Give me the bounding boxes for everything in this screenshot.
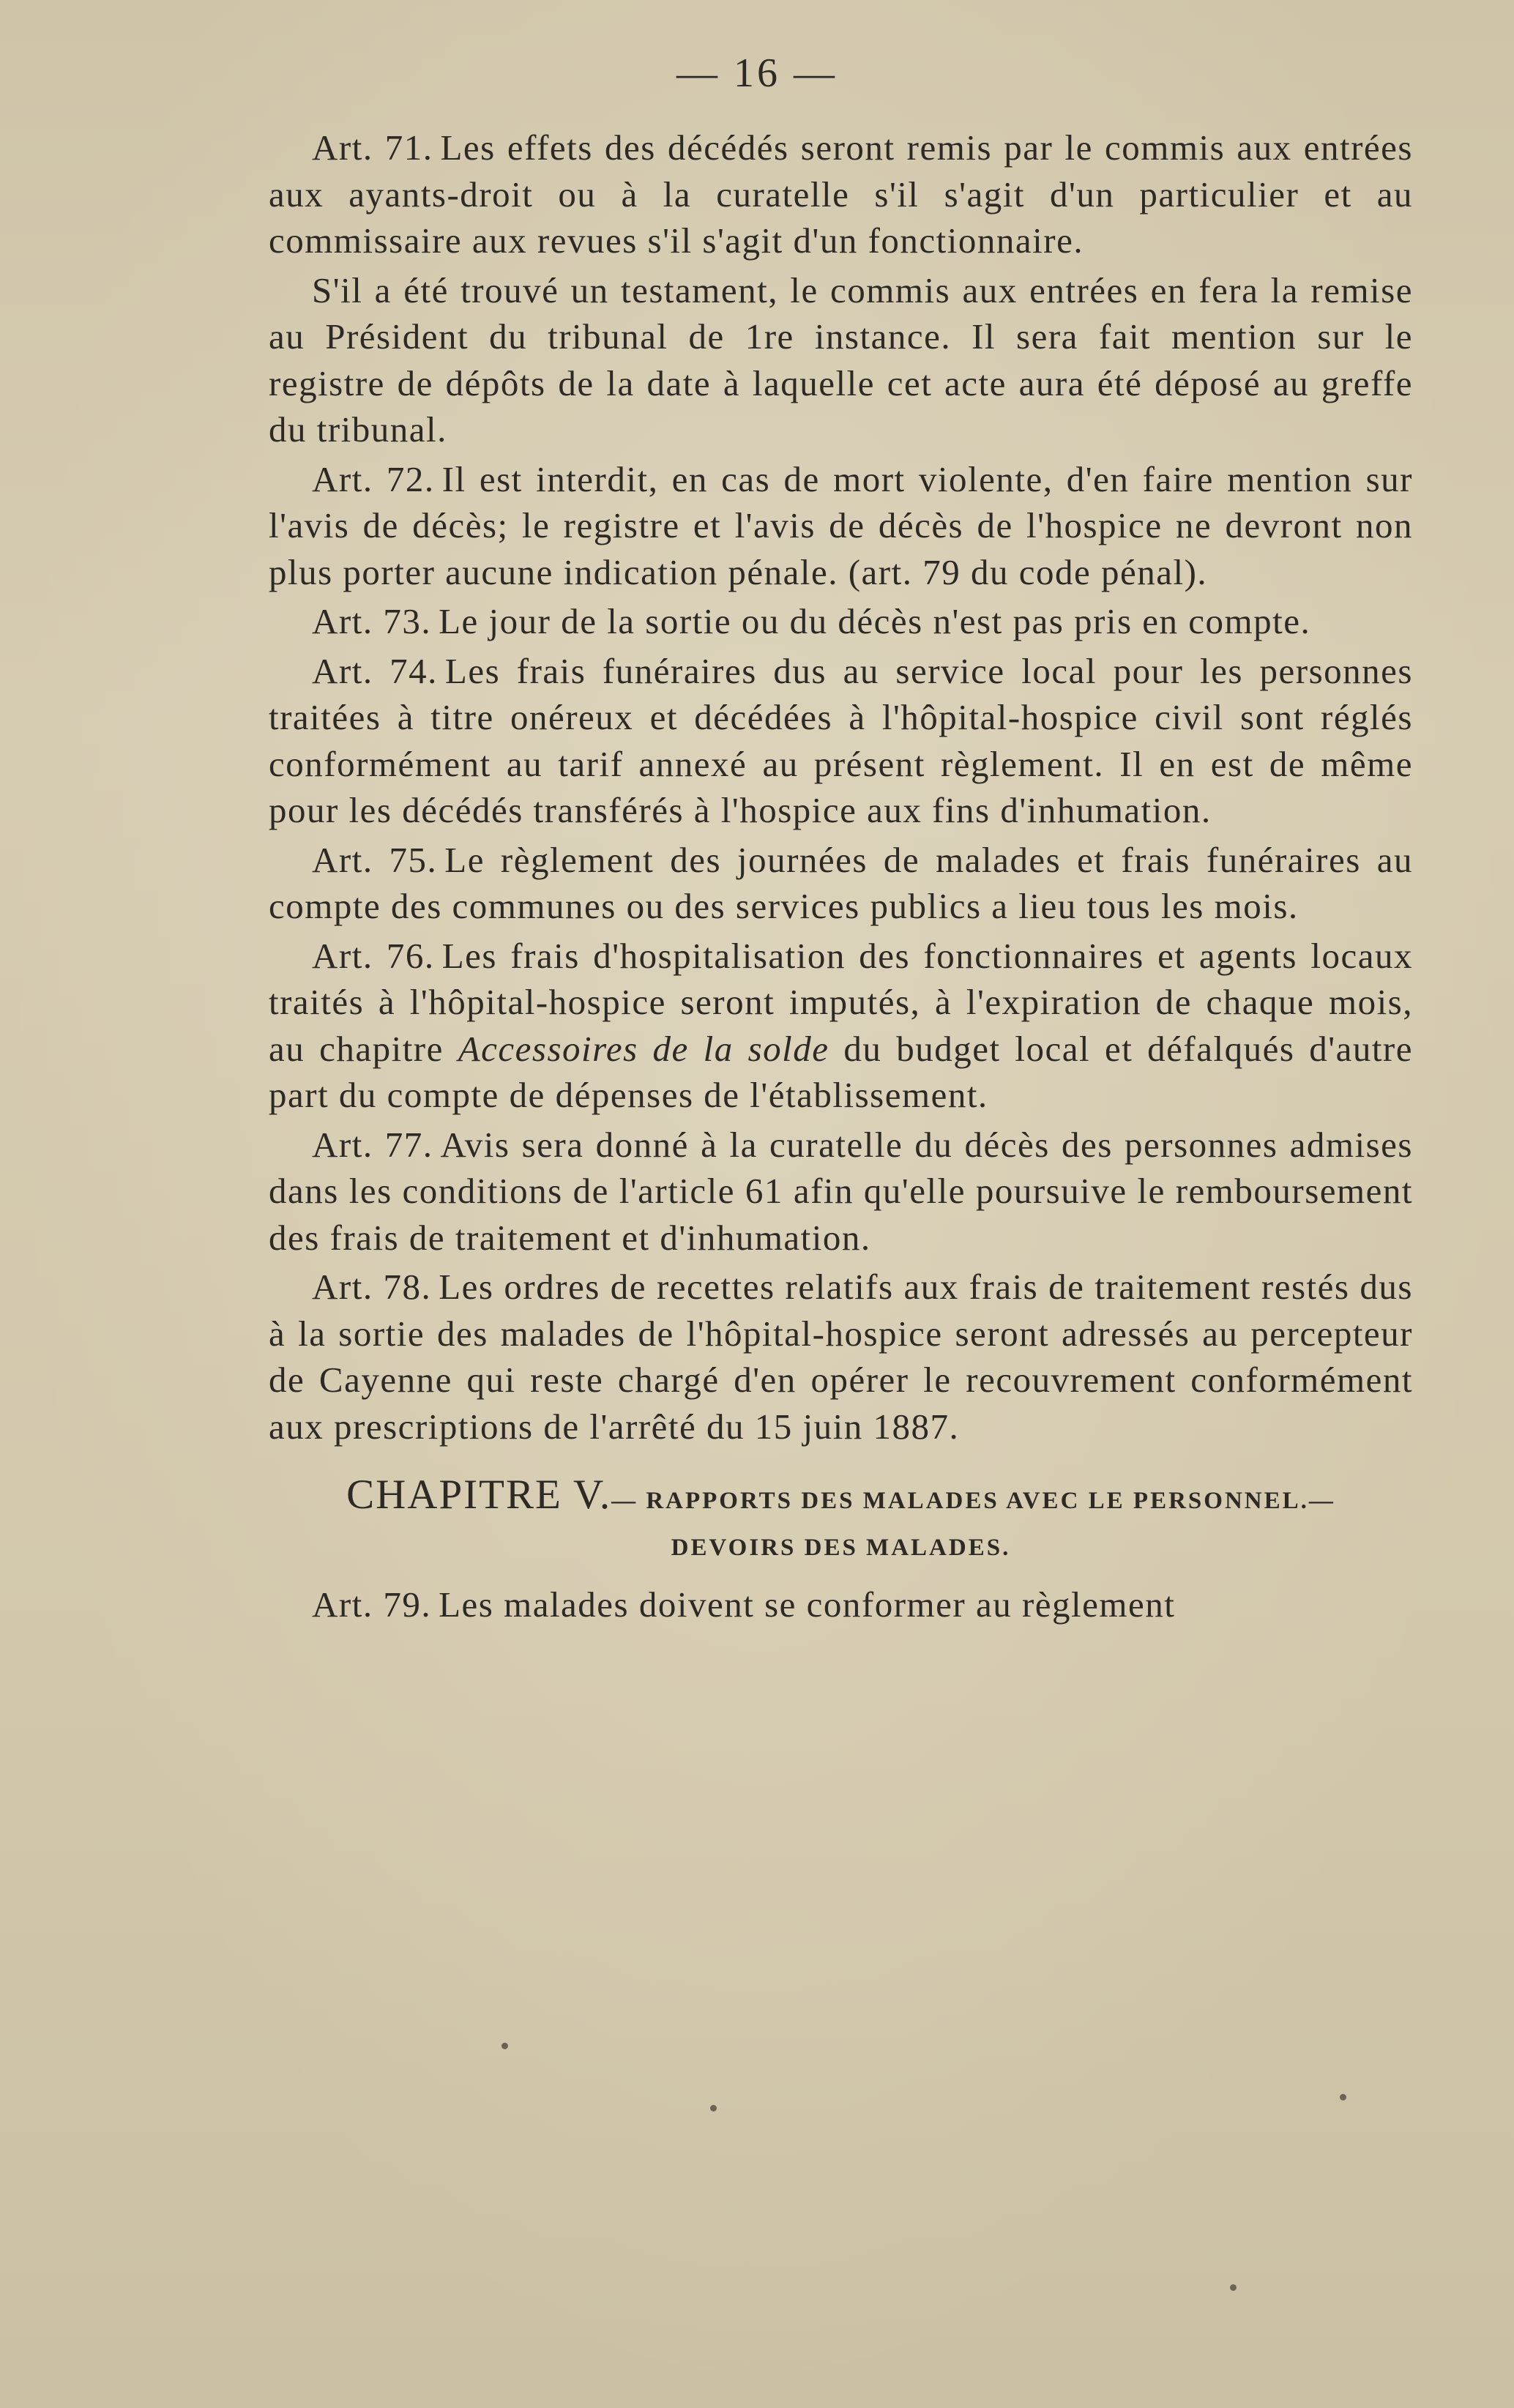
article-79: [269, 1581, 1413, 1628]
article-number: Art. 71.: [312, 127, 433, 168]
article-77: [269, 1122, 1413, 1261]
article-number: Art. 79.: [312, 1584, 432, 1625]
article-72: [269, 456, 1413, 596]
article-number: Art. 75.: [312, 839, 438, 880]
paper-speck: [1230, 2284, 1237, 2291]
article-number: Art. 73.: [312, 601, 432, 641]
article-text: Les malades doivent se conformer au règlement: [439, 1584, 1176, 1625]
article-76: [269, 933, 1413, 1119]
article-number: Art. 76.: [312, 935, 435, 976]
article-text: Avis sera donné à la curatelle du décès des personnes admises dans les conditions de l'article 61 afin qu'elle poursuive le remboursement des frais de traitement et d'inhumation.: [269, 1124, 1413, 1258]
chapter-title: CHAPITRE V.: [346, 1472, 612, 1518]
paper-speck: [1340, 2094, 1346, 2101]
article-78: [269, 1264, 1413, 1450]
article-text: Le jour de la sortie ou du décès n'est pas pris en compte.: [439, 601, 1311, 641]
article-text: Le règlement des journées de malades et frais funéraires au compte des communes ou des services publics a lieu tous les mois.: [269, 839, 1413, 926]
article-71-paragraph-2: [269, 267, 1413, 453]
chapter-heading: [269, 1472, 1413, 1571]
article-number: Art. 72.: [312, 458, 435, 499]
article-73: [269, 598, 1413, 645]
article-text-italic: Accessoires de la solde: [458, 1028, 829, 1069]
article-75: [269, 837, 1413, 930]
article-text: Les frais funéraires dus au service local pour les personnes traitées à titre onéreux et décédées à l'hôpital-hospice civil sont réglés conformément au tarif annexé au présent règlement. Il en est de même pour les décédés transférés à l'hospice aux fins d'inhumation.: [269, 650, 1413, 830]
article-text: S'il a été trouvé un testament, le commis aux entrées en fera la remise au Président du tribunal de 1re instance. Il sera fait mention sur le registre de dépôts de la date à laquelle cet acte aura été déposé au greffe du tribunal.: [269, 269, 1413, 450]
chapter-subtitle-line-2: DEVOIRS DES MALADES.: [671, 1535, 1011, 1561]
article-74: [269, 648, 1413, 834]
article-text: Il est interdit, en cas de mort violente, d'en faire mention sur l'avis de décès; le registre et l'avis de décès de l'hospice ne devront non plus porter aucune indication pénale. (art. 79 du code pénal).: [269, 458, 1413, 592]
article-text: du budget local et défalqués d'autre part du compte de dépenses de l'établissement.: [269, 1028, 1414, 1115]
paper-speck: [710, 2105, 717, 2111]
document-body: [269, 124, 1413, 1631]
article-number: Art. 74.: [312, 650, 438, 691]
chapter-subtitle: — RAPPORTS DES MALADES AVEC LE PERSONNEL.—: [611, 1488, 1335, 1514]
paper-speck: [501, 2043, 508, 2049]
article-number: Art. 77.: [312, 1124, 433, 1165]
article-number: Art. 78.: [312, 1267, 432, 1307]
article-text: Les frais d'hospitalisation des fonctionnaires et agents locaux traités à l'hôpital-hospice seront imputés, à l'expiration de chaque mois, au chapitre: [269, 935, 1413, 1069]
article-71: [269, 124, 1413, 264]
article-text: Les ordres de recettes relatifs aux frais de traitement restés dus à la sortie des malades de l'hôpital-hospice seront adressés au percepteur de Cayenne qui reste chargé d'en opérer le recouvrement conformément aux prescriptions de l'arrêté du 15 juin 1887.: [269, 1267, 1413, 1447]
page-number: — 16 —: [676, 51, 838, 96]
article-text: Les effets des décédés seront remis par le commis aux entrées aux ayants-droit ou à la curatelle s'il s'agit d'un particulier et au commissaire aux revues s'il s'agit d'un fonctionnaire.: [269, 127, 1413, 261]
